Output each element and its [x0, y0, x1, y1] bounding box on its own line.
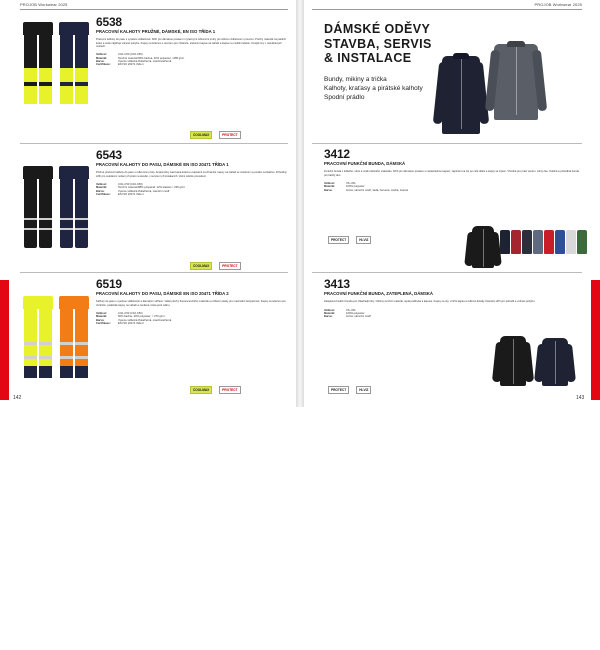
jacket-image-black [472, 226, 494, 268]
divider [20, 272, 288, 273]
section-label: DÁMSKÉ ODĚVY [0, 580, 9, 650]
left-header [20, 2, 288, 9]
product-description: Funkční bunda z lehkého, větru a vodě odolného materiálu. Střih pro dámskou postavu s nastavitelnou kapucí, zapínání na zip po celé délce a kapsy se zipem. Vhodná pro práci venku i volný čas. Odolná a pohodlná bunda pro každý den. [324, 170, 582, 177]
pants-image-back [58, 22, 90, 104]
protect-logo: PROTECT [219, 131, 240, 139]
header-title: PROJOB Workwear 2025 [20, 2, 68, 7]
left-page [0, 0, 296, 407]
section-sidebar [591, 280, 600, 400]
product-specs: Velikost: C34–C50 (C34-C50) Materiál: Svrchní materiál 60% bavlna, 40% polyester, ≈285 g/m² Barva: Vysoce viditelná žlutá/černá, oranžová/černá Certifikace: EN ISO 20471 třída 1 [96, 53, 288, 67]
right-header [312, 2, 582, 9]
product-description: Zateplená funkční bunda pro chladnější dny. Odolný svrchní materiál, teplá podšívka a kapuce. Kapsy na zip, vnitřní kapsa a reflexní detaily. Dámský střih pro pohodlí a volnost pohybu. [324, 300, 582, 303]
protect-logo: PROTECT [219, 386, 240, 394]
product-6543 [96, 149, 288, 197]
divider [312, 272, 582, 273]
product-specs: Velikost: C34–C50 (C34-C50) Materiál: Svrchní materiál 88% polyamid, 12% elastan ≈ 235 g/m² Barva: Vysoce viditelná žlutá/černá, námořní modř Certifikace: EN ISO 20471 třída 1 [96, 183, 288, 197]
protect-logo: PROTECT [219, 262, 240, 270]
jacket-image-navy [442, 56, 480, 134]
hiviz-logo: HI-VIZ [356, 236, 371, 244]
product-6543-logos [190, 262, 241, 270]
pants-image-yellow [22, 296, 54, 378]
headline-subtitle: Bundy, mikiny a trička Kalhoty, kraťasy a pirátské kalhoty Spodní prádlo [324, 75, 494, 102]
product-number: 3413 [324, 278, 582, 291]
product-number: 6519 [96, 278, 288, 291]
product-6538 [96, 16, 288, 67]
product-description: Kalhoty do pasu s vysokou viditelností a dámským střihem. Velké plochy fluorescenčního materiálu a reflexní pásky pro maximální bezpečnost. Kapsy na kolenou pro chrániče, praktické kapsy na nářadí a zesílená místa proti oděru. [96, 300, 288, 307]
product-title: PRACOVNÍ FUNKČNÍ BUNDA, ZATEPLENÁ, DÁMSKÁ [324, 291, 582, 296]
page-number: 142 [13, 395, 21, 401]
product-title: PRACOVNÍ FUNKČNÍ BUNDA, DÁMSKÁ [324, 161, 582, 166]
headline-line-3: & INSTALACE [324, 51, 494, 66]
product-3413 [324, 278, 582, 319]
pants-image-navy [58, 166, 90, 248]
product-6538-logos [190, 131, 241, 139]
divider [20, 143, 288, 144]
pants-image-orange [58, 296, 90, 378]
pants-image [22, 22, 54, 104]
coolmax-logo: COOLMAX [190, 131, 212, 139]
header-title: PROJOB Workwear 2025 [535, 2, 583, 7]
product-number: 3412 [324, 148, 582, 161]
divider [312, 143, 582, 144]
section-sidebar [0, 280, 9, 400]
page-gutter [296, 0, 304, 407]
product-6519-logos [190, 386, 241, 394]
coolmax-logo: COOLMAX [190, 386, 212, 394]
product-specs: Velikost: XS–3XL Materiál: 100% polyester Barva: černá, námořní modř [324, 309, 582, 319]
page-number: 143 [576, 395, 584, 401]
product-title: PRACOVNÍ KALHOTY DO PASU, DÁMSKÉ EN ISO 20471 TŘÍDA 2 [96, 291, 288, 296]
headline-line-2: STAVBA, SERVIS [324, 37, 494, 52]
product-3412 [324, 148, 582, 192]
jacket-image-3413-black [500, 336, 526, 386]
right-page [304, 0, 600, 407]
product-title: PRACOVNÍ KALHOTY DO PASU, DÁMSKÉ EN ISO 20471 TŘÍDA 1 [96, 162, 288, 167]
product-title: PRACOVNÍ KALHOTY PRUŽNÉ, DÁMSKÉ, EN ISO TŘÍDA 1 [96, 29, 288, 34]
coolmax-logo: COOLMAX [190, 262, 212, 270]
pants-image [22, 166, 54, 248]
headline-line-1: DÁMSKÉ ODĚVY [324, 22, 494, 37]
protect-logo: PROTECT [328, 386, 349, 394]
product-description: Pružné pracovní kalhoty do pasu s reflexními prvky. Anatomicky tvarovaná kolena s kapsami na chrániče, kapsy na nářadí se zesílením a poutko na kladivo. Pohodlný střih pro celodenní nošení při práci na stavbě, v servisu i při instalacích. Velmi odolné provedení. [96, 171, 288, 178]
product-specs: Velikost: C34–C50 (C34-C50) Materiál: 60% bavlna, 40% polyester, ≈ 270 g/m² Barva: Vysoce viditelná žlutá/černá, oranžová/černá Certifikace: EN ISO 20471 třída 2 [96, 312, 288, 326]
jacket-image-3413-navy [542, 338, 568, 386]
product-6519 [96, 278, 288, 326]
hiviz-logo: HI-VIZ [356, 386, 371, 394]
product-3412-logos [328, 236, 371, 244]
jacket-image-grey [494, 44, 538, 120]
product-description: Pracovní kalhoty do pasu s vysokou viditelností. Střih pro dámskou postavu s výraznými reflexními pruhy pro dobrou viditelnost v provozu. Pružný materiál na partiích kolen a sedu zajišťuje volnost pohybu. Kapsy na kolenou s otvorem pro chrániče, stehenní kapsa na nářadí a kapsa na mobilní telefon. Dvojité švy v namáhaných místech. [96, 38, 288, 48]
protect-logo: PROTECT [328, 236, 349, 244]
product-specs: Velikost: XS–3XL Materiál: 100% polyester Barva: černá, námořní modř, šedá, červená, modrá, zelená [324, 182, 582, 192]
product-number: 6538 [96, 16, 288, 29]
product-number: 6543 [96, 149, 288, 162]
product-3413-logos [328, 386, 371, 394]
